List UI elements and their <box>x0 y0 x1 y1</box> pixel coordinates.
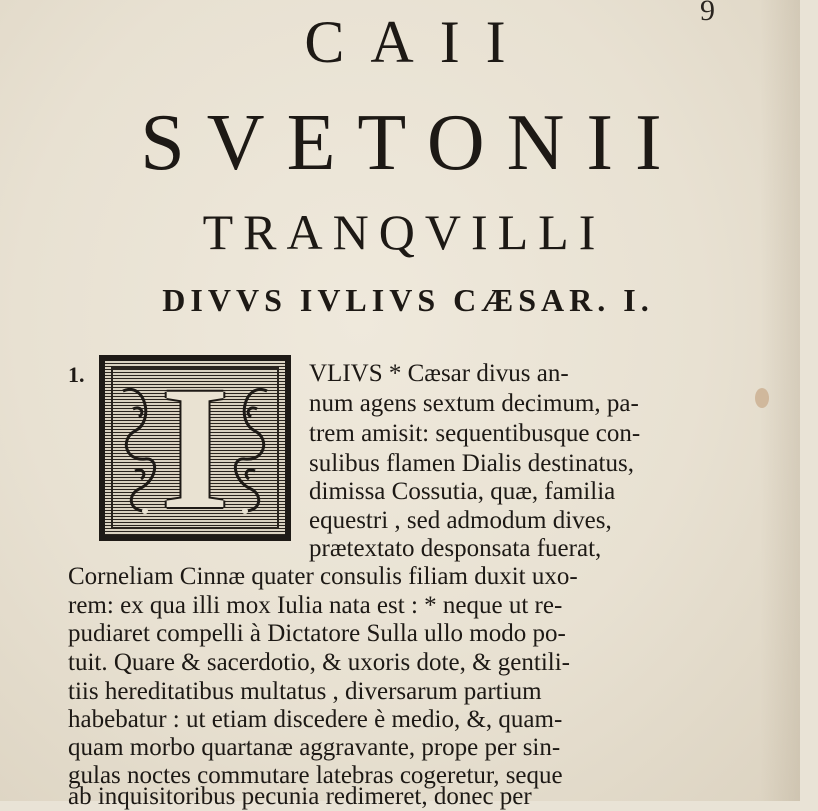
page-corner-mark: 9 <box>700 0 715 27</box>
partial-text: ab inquisitoribus pecunia redimeret, donec per <box>68 783 532 810</box>
text-line: dimissa Cossutia, quæ, familia <box>309 478 616 505</box>
text-line: pudiaret compelli à Dictatore Sulla ullo modo po- <box>68 620 566 647</box>
text-line: tuit. Quare & sacerdotio, & uxoris dote, & gentili- <box>68 649 570 676</box>
text-line: trem amisit: sequentibusque con- <box>309 420 641 447</box>
text-line: gulas noctes commutare latebras cogeretur, seque <box>68 762 563 789</box>
initial-letter: I <box>160 351 230 546</box>
text-line: prætextato desponsata fuerat, <box>309 535 602 562</box>
text-line: VLIVS * Cæsar divus an- <box>309 360 569 387</box>
title-line-2: SVETONII <box>140 99 684 187</box>
text-line: sulibus flamen Dialis destinatus, <box>309 450 634 477</box>
text-line: habebatur : ut etiam discedere è medio, &, quam- <box>68 706 563 733</box>
chapter-number: 1. <box>68 362 85 387</box>
decorated-initial <box>100 351 290 546</box>
text-line: num agens sextum decimum, pa- <box>309 390 639 417</box>
paper-stain <box>755 388 769 408</box>
text-line: equestri , sed admodum dives, <box>309 507 612 534</box>
title-line-3: TRANQVILLI <box>202 204 606 260</box>
title-line-1: CAII <box>304 9 532 75</box>
text-line: quam morbo quartanæ aggravante, prope per sin- <box>68 734 561 761</box>
text-line: tiis hereditatibus multatus , diversarum partium <box>68 678 542 705</box>
text-line: rem: ex qua illi mox Iulia nata est : * neque ut re- <box>68 592 563 619</box>
text-line: Corneliam Cinnæ quater consulis filiam duxit uxo- <box>68 563 578 590</box>
section-heading: DIVVS IVLIVS CÆSAR. I. <box>162 282 654 318</box>
partial-text-line <box>68 783 728 810</box>
